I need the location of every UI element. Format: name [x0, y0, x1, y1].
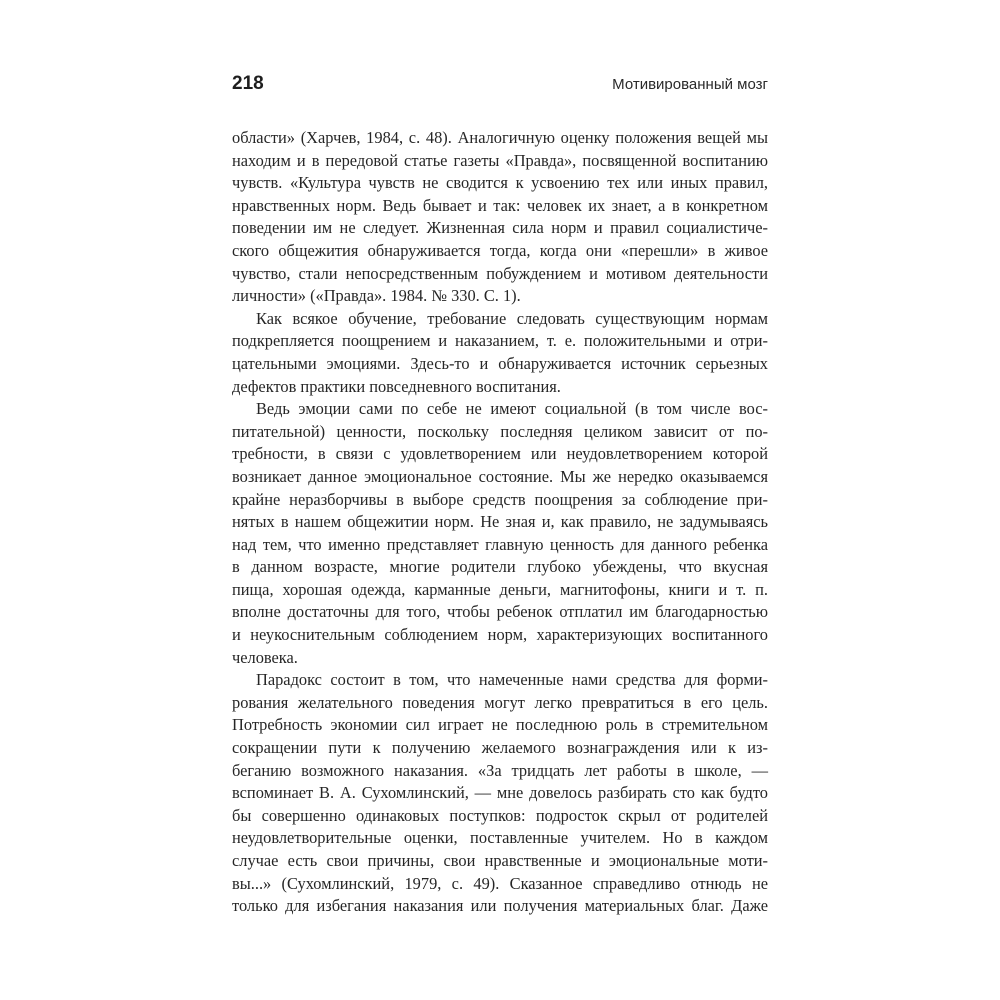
text-line: вы...» (Сухомлинский, 1979, с. 49). Сказанное справедливо отнюдь не [232, 873, 768, 893]
text-line: вполне достаточны для того, чтобы ребенок отплатил им благодарностью [232, 602, 768, 622]
text-line: Потребность экономии сил играет не последнюю роль в стремительном [232, 715, 768, 735]
text-line: находим и в передовой статье газеты «Правда», посвященной воспитанию [232, 150, 768, 170]
text-line: поведении им не следует. Жизненная сила норм и правил социалистиче- [232, 218, 768, 238]
text-line: сокращении пути к получению желаемого вознаграждения или к из- [232, 738, 768, 758]
text-line: рования желательного поведения могут легко превратиться в его цель. [232, 692, 768, 712]
text-line: чувство, стали непосредственным побуждением и мотивом деятельности [232, 263, 768, 283]
paragraph [232, 398, 768, 669]
text-line: неудовлетворительные оценки, поставленные учителем. Но в каждом [232, 828, 768, 848]
text-line: вспоминает В. А. Сухомлинский, — мне довелось разбирать сто как будто [232, 783, 768, 803]
text-line: нравственных норм. Ведь бывает и так: человек их знает, а в конкретном [232, 195, 768, 215]
text-line: области» (Харчев, 1984, с. 48). Аналогичную оценку положения вещей мы [232, 128, 768, 147]
text-line: Как всякое обучение, требование следовать существующим нормам [256, 308, 768, 328]
text-line: беганию возможного наказания. «За тридцать лет работы в школе, — [232, 760, 768, 780]
page-number: 218 [232, 73, 264, 94]
text-line: в данном возрасте, многие родители глубоко убеждены, что вкусная [232, 557, 768, 577]
text-line: чувств. «Культура чувств не сводится к усвоению тех или иных правил, [232, 173, 768, 193]
text-line: подкрепляется поощрением и наказанием, т. е. положительными и отри- [232, 331, 768, 351]
text-line: личности» («Правда». 1984. № 330. С. 1). [232, 286, 521, 306]
text-line: цательными эмоциями. Здесь-то и обнаруживается источник серьезных [232, 353, 768, 373]
text-line: случае есть свои причины, свои нравственные и эмоциональные моти- [232, 851, 768, 870]
text-line: человека. [232, 647, 298, 667]
text-line: только для избегания наказания или получения материальных благ. Даже [232, 896, 768, 916]
text-line: ского общежития обнаруживается тогда, когда они «перешли» в живое [232, 240, 768, 260]
text-line: возникает данное эмоциональное состояние. Мы же нередко оказываемся [232, 466, 768, 486]
page-header [232, 72, 768, 100]
paragraph [232, 308, 768, 398]
text-line: нятых в нашем общежитии норм. Не зная и, как правило, не задумываясь [232, 512, 768, 532]
body-text [232, 127, 768, 918]
text-line: Парадокс состоит в том, что намеченные нами средства для форми- [256, 670, 768, 690]
text-line: крайне неразборчивы в выборе средств поощрения за соблюдение при- [232, 489, 768, 509]
paragraph [232, 127, 768, 308]
text-line: над тем, что именно представляет главную ценность для данного ребенка [232, 534, 768, 554]
text-line: Ведь эмоции сами по себе не имеют социальной (в том числе вос- [256, 399, 768, 419]
running-title: Мотивированный мозг [612, 76, 768, 93]
text-line: и неукоснительным соблюдением норм, характеризующих воспитанного [232, 625, 768, 645]
paragraph [232, 669, 768, 918]
text-line: бы совершенно одинаковых поступков: подросток скрыл от родителей [232, 805, 768, 825]
text-line: пища, хорошая одежда, карманные деньги, магнитофоны, книги и т. п. [232, 579, 768, 599]
text-line: требности, в связи с удовлетворением или неудовлетворением которой [232, 444, 768, 464]
text-line: питательной) ценности, поскольку последняя целиком зависит от по- [232, 421, 768, 441]
text-line: дефектов практики повседневного воспитания. [232, 376, 561, 396]
